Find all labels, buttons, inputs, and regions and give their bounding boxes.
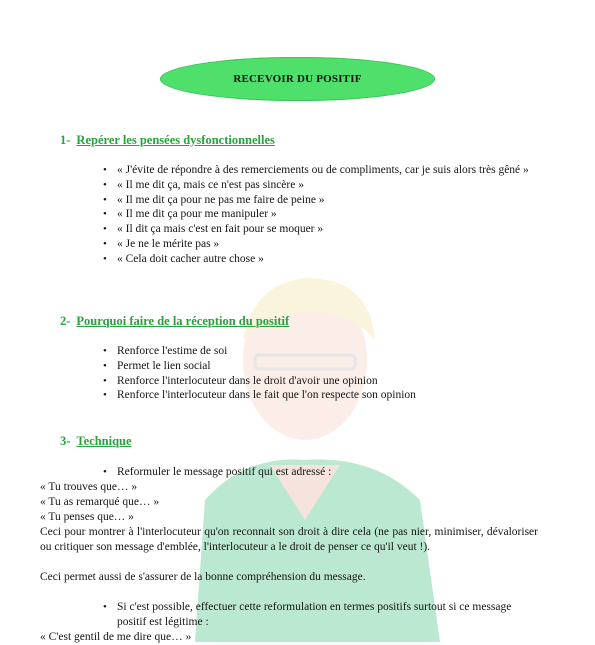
section-3-list-b — [103, 600, 533, 630]
section-title: Pourquoi faire de la réception du positif — [76, 314, 290, 328]
page-title: RECEVOIR DU POSITIF — [233, 73, 362, 85]
section-2-heading — [60, 314, 289, 329]
example-line: « Tu as remarqué que… » — [40, 496, 160, 508]
list-item: • « J'évite de répondre à des remerciements ou de compliments, car je suis alors très gêné » — [103, 163, 533, 178]
section-number: 3- — [60, 434, 71, 448]
example-line: « C'est gentil de me dire que… » — [40, 631, 192, 643]
list-item: • « Cela doit cacher autre chose » — [103, 252, 533, 267]
list-item: • Renforce l'interlocuteur dans le droit d'avoir une opinion — [103, 374, 533, 389]
section-2-list — [103, 344, 533, 403]
list-item: • « Il me dit ça pour ne pas me faire de peine » — [103, 193, 533, 208]
list-item: • Reformuler le message positif qui est adressé : — [103, 465, 533, 480]
list-item: • « Il me dit ça pour me manipuler » — [103, 207, 533, 222]
section-1-heading — [60, 133, 275, 148]
list-item: • Renforce l'estime de soi — [103, 344, 533, 359]
section-number: 1- — [60, 133, 71, 147]
technique-paragraph-1: Ceci pour montrer à l'interlocuteur qu'on reconnait son droit à dire cela (ne pas nier, minimiser, dévaloriser ou critiquer son message d'emblée, l'interlocuteur a le droit de penser ce qu'il veut !). — [40, 526, 538, 553]
section-3-heading — [60, 434, 132, 449]
list-item: • « Il dit ça mais c'est en fait pour se moquer » — [103, 222, 533, 237]
section-title: Repérer les pensées dysfonctionnelles — [76, 133, 275, 147]
list-item: • « Je ne le mérite pas » — [103, 237, 533, 252]
list-item: • Permet le lien social — [103, 359, 533, 374]
section-title: Technique — [76, 434, 132, 448]
example-line: « Tu trouves que… » — [40, 481, 138, 493]
list-item: • Si c'est possible, effectuer cette reformulation en termes positifs surtout si ce message positif est légitime : — [103, 600, 533, 630]
section-number: 2- — [60, 314, 71, 328]
technique-paragraph-2: Ceci permet aussi de s'assurer de la bonne compréhension du message. — [40, 571, 366, 583]
list-item: • « Il me dit ça, mais ce n'est pas sincère » — [103, 178, 533, 193]
list-item: • Renforce l'interlocuteur dans le fait que l'on respecte son opinion — [103, 388, 533, 403]
title-banner — [160, 57, 435, 101]
example-line: « Tu penses que… » — [40, 511, 134, 523]
section-3-list-a — [103, 465, 533, 480]
section-1-list — [103, 163, 533, 267]
